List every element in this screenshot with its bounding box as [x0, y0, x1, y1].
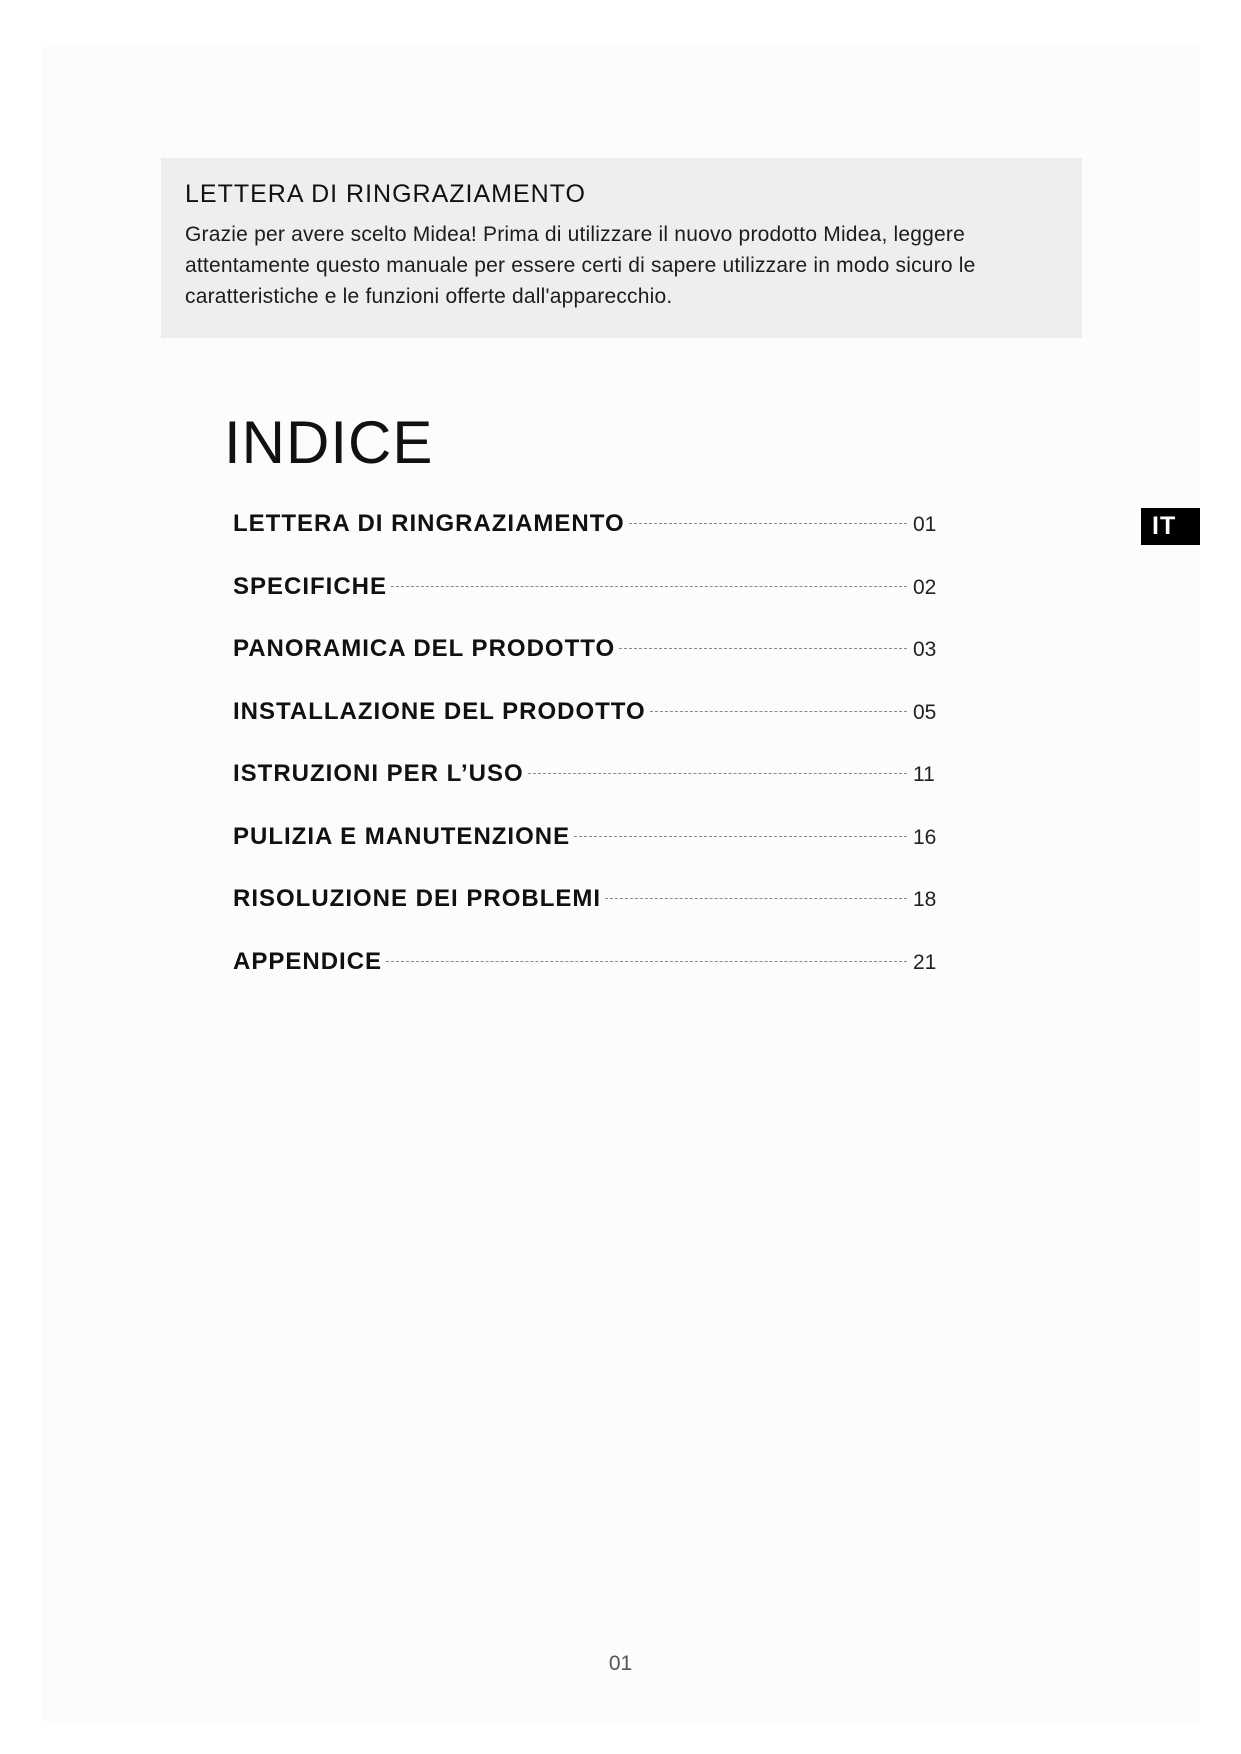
toc-dotted-leader — [619, 648, 907, 649]
toc-entry-product-installation[interactable] — [233, 698, 953, 761]
thank-you-letter-box — [161, 158, 1082, 338]
toc-entry-troubleshooting[interactable] — [233, 885, 953, 948]
toc-entry-page: 16 — [913, 825, 937, 849]
toc-entry-page: 01 — [913, 513, 937, 536]
toc-entry-label: ISTRUZIONI PER L’USO — [233, 760, 524, 787]
toc-dotted-leader — [391, 586, 907, 587]
toc-entry-page: 11 — [913, 763, 935, 786]
toc-entry-appendix[interactable] — [233, 948, 953, 1011]
toc-entry-page: 02 — [913, 575, 937, 599]
language-tab: IT — [1141, 508, 1200, 545]
thank-you-letter-text: Grazie per avere scelto Midea! Prima di utilizzare il nuovo prodotto Midea, leggere attentamente questo manuale per essere certi di sapere utilizzare in modo sicuro le caratteristiche e le funzioni offerte dall'apparecchio. — [185, 223, 976, 308]
index-title: INDICE — [224, 409, 434, 476]
toc-dotted-leader — [386, 961, 907, 962]
thank-you-letter-title: LETTERA DI RINGRAZIAMENTO — [185, 180, 586, 208]
toc-entry-cleaning-maintenance[interactable] — [233, 823, 953, 886]
toc-entry-label: INSTALLAZIONE DEL PRODOTTO — [233, 697, 646, 725]
toc-entry-label: LETTERA DI RINGRAZIAMENTO — [233, 510, 625, 537]
toc-entry-page: 05 — [913, 700, 937, 724]
toc-dotted-leader — [528, 773, 907, 774]
toc-dotted-leader — [650, 711, 907, 712]
toc-entry-page: 18 — [913, 888, 937, 911]
toc-dotted-leader — [574, 836, 907, 837]
toc-entry-label: SPECIFICHE — [233, 572, 388, 600]
page-number: 01 — [608, 1652, 633, 1675]
toc-entry-thank-you-letter[interactable] — [233, 510, 953, 573]
toc-entry-page: 03 — [913, 638, 937, 661]
toc-entry-label: PULIZIA E MANUTENZIONE — [233, 822, 571, 850]
toc-entry-operating-instructions[interactable] — [233, 760, 953, 823]
toc-entry-label: PANORAMICA DEL PRODOTTO — [233, 635, 616, 662]
toc-dotted-leader — [629, 523, 907, 524]
table-of-contents — [233, 510, 953, 1010]
toc-dotted-leader — [605, 898, 907, 899]
toc-entry-label: APPENDICE — [233, 947, 383, 975]
toc-entry-page: 21 — [913, 950, 937, 974]
toc-entry-product-overview[interactable] — [233, 635, 953, 698]
toc-entry-label: RISOLUZIONE DEI PROBLEMI — [233, 885, 602, 912]
toc-entry-specifications[interactable] — [233, 573, 953, 636]
